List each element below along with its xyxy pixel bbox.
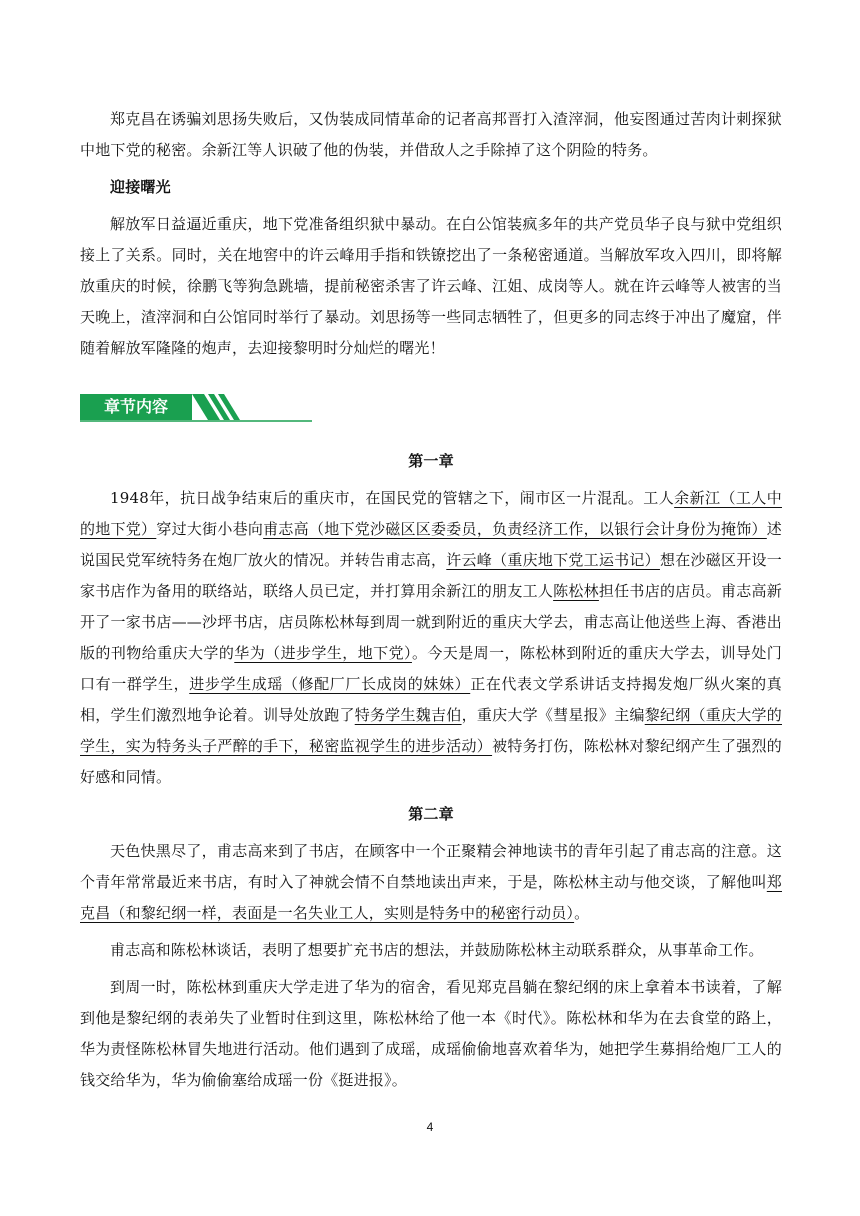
annotated-phrase: 进步学生成瑶（修配厂厂长成岗的妹妹）: [189, 675, 471, 693]
chapter-2-paragraph-3: 到周一时，陈松林到重庆大学走进了华为的宿舍，看见郑克昌躺在黎纪纲的床上拿着本书读着，了解到他是黎纪纲的表弟失了业暂时住到这里，陈松林给了他一本《时代》。陈松林和华为在去食堂的路上，华为责怪陈松林冒失地进行活动。他们遇到了成瑶，成瑶偷偷地喜欢着华为，她把学生募捐给炮厂工人的钱交给华为，华为偷偷塞给成瑶一份《挺进报》。: [80, 978, 782, 1089]
text-run: 述说国民党军统特务在炮厂放火的情况。并转告甫志高，: [80, 520, 782, 569]
annotated-phrase: 甫志高（地下党沙磁区区委委员，负责经济工作，以银行会计身份为掩饰）: [263, 520, 767, 538]
text-run: 正在代表文学系讲话支持揭发炮厂纵火案的真相，学生们激烈地争论着。训导处放跑了: [80, 675, 782, 724]
text-run: 担任书店的店员。甫志高新开了一家书店——沙坪书店，店员陈松林每到周一就到附近的重庆大学去，甫志高让他送些上海、香港出版的刊物给重庆大学的: [80, 582, 782, 662]
chapter-1-paragraph: [80, 483, 782, 793]
chapter-2-paragraph-1: [80, 836, 782, 929]
intro-text-block: [80, 104, 782, 364]
annotated-phrase: 黎纪纲（重庆大学的学生，实为特务头子严醉的手下，秘密监视学生的进步活动）: [80, 706, 782, 755]
text-run: 被特务打伤，陈松林对黎纪纲产生了强烈的好感和同情。: [80, 737, 782, 786]
chapter-2-paragraph-2: 甫志高和陈松林谈话，表明了想要扩充书店的想法，并鼓励陈松林主动联系群众，从事革命工作。: [110, 941, 764, 959]
annotated-phrase: 华为（进步学生，地下党）: [234, 644, 412, 662]
banner-label: 章节内容: [103, 397, 168, 416]
paragraph-zheng-kechang: 郑克昌在诱骗刘思扬失败后，又伪装成同情革命的记者高邦晋打入渣滓洞，他妄图通过苦肉计刺探狱中地下党的秘密。余新江等人识破了他的伪装，并借敌人之手除掉了这个阴险的特务。: [80, 110, 782, 159]
annotated-phrase: 特务学生魏吉伯: [354, 706, 462, 724]
text-run: 。: [574, 904, 590, 922]
page-number: 4: [426, 1120, 434, 1134]
chapter-1-title: 第一章: [408, 452, 454, 470]
chapter-2-title: 第二章: [408, 805, 454, 823]
paragraph-dawn: 解放军日益逼近重庆，地下党准备组织狱中暴动。在白公馆装疯多年的共产党员华子良与狱中党组织接上了关系。同时，关在地窖中的许云峰用手指和铁镣挖出了一条秘密通道。当解放军攻入四川，即将解放重庆的时候，徐鹏飞等狗急跳墙，提前秘密杀害了许云峰、江姐、成岗等人。就在许云峰等人被害的当天晚上，渣滓洞和白公馆同时举行了暴动。刘思扬等一些同志牺牲了，但更多的同志终于冲出了魔窟，伴随着解放军隆隆的炮声，去迎接黎明时分灿烂的曙光！: [80, 215, 782, 357]
annotated-phrase: 余新江（工人中的地下党）: [80, 489, 782, 538]
text-run: 想在沙磁区开设一家书店作为备用的联络站，联络人员已定，并打算用余新江的朋友工人: [80, 551, 782, 600]
annotated-phrase: 郑克昌（和黎纪纲一样，表面是一名失业工人，实则是特务中的秘密行动员）: [80, 873, 782, 922]
text-run: 1948年，抗日战争结束后的重庆市，在国民党的管辖之下，闹市区一片混乱。工人: [110, 489, 675, 507]
chapter-text-block: [80, 446, 782, 1096]
text-run: 天色快黑尽了，甫志高来到了书店，在顾客中一个正聚精会神地读书的青年引起了甫志高的注意。这个青年常常最近来书店，有时入了神就会情不自禁地读出声来，于是，陈松林主动与他交谈，了解他叫: [80, 842, 782, 891]
text-run: ，重庆大学《彗星报》主编: [461, 706, 645, 724]
annotated-phrase: 许云峰（重庆地下党工运书记）: [446, 551, 660, 569]
text-run: 。今天是周一，陈松林到附近的重庆大学去，训导处门口有一群学生，: [80, 644, 782, 693]
section-heading-dawn: 迎接曙光: [110, 178, 171, 196]
annotated-phrase: 陈松林: [553, 582, 599, 600]
text-run: 穿过大街小巷向: [156, 520, 264, 538]
section-banner: [80, 394, 312, 424]
